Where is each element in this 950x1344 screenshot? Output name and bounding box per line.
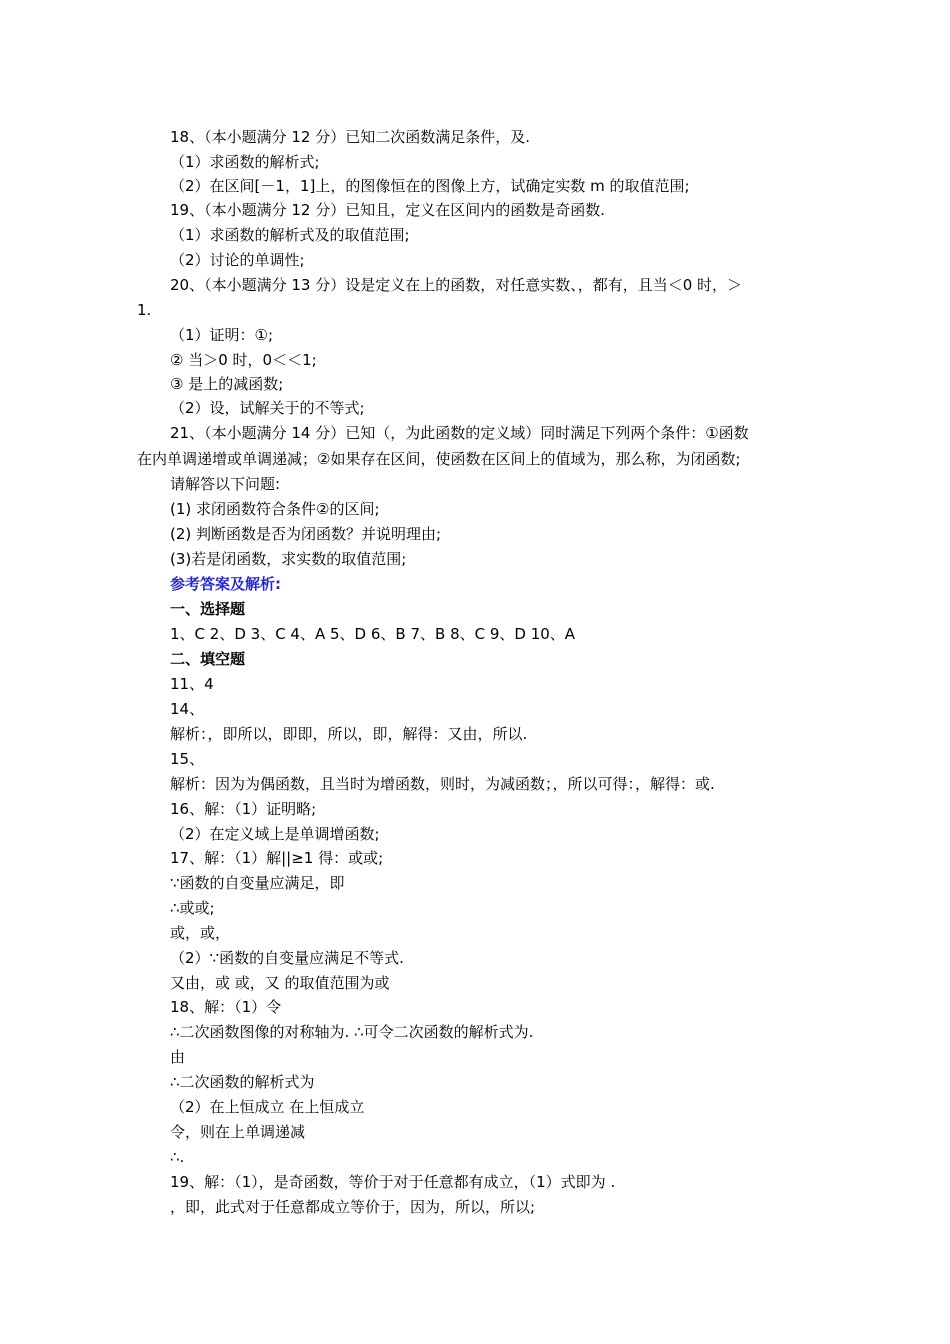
answer-17-line-3: ∴或或; (170, 899, 215, 917)
answer-11: 11、4 (170, 675, 214, 693)
problem-21-part-3: (3)若是闭函数，求实数的取值范围; (170, 550, 407, 568)
problem-20-part-1-b: ② 当＞0 时，0＜＜1; (170, 351, 317, 369)
answer-17-part-1: 17、解：（1）解||≥1 得：或或; (170, 849, 384, 867)
answer-19-line-2: ，即，此式对于任意都成立等价于，因为，所以，所以; (170, 1198, 536, 1216)
problem-21-instruction: 请解答以下问题: (170, 475, 281, 493)
answer-15: 15、 (170, 750, 205, 768)
answer-17-line-4: 或，或， (170, 924, 231, 942)
answer-18-line-7: ∴. (170, 1148, 185, 1166)
answer-17-part-2: （2）∵函数的自变量应满足不等式. (170, 949, 404, 967)
problem-20-title: 20、（本小题满分 13 分）设是定义在上的函数，对任意实数、，都有，且当＜0 时，＞ (170, 276, 743, 294)
answer-18-line-2: ∴二次函数图像的对称轴为. ∴可令二次函数的解析式为. (170, 1023, 534, 1041)
choice-answers: 1、C 2、D 3、C 4、A 5、D 6、B 7、B 8、C 9、D 10、A (170, 625, 576, 643)
answer-18-line-6: 令，则在上单调递减 (170, 1123, 306, 1141)
problem-19-title: 19、（本小题满分 12 分）已知且，定义在区间内的函数是奇函数. (170, 201, 605, 219)
problem-18-title: 18、（本小题满分 12 分）已知二次函数满足条件，及. (170, 128, 530, 146)
answer-17-line-6: 又由，或 或，又 的取值范围为或 (170, 974, 390, 992)
answer-15-analysis: 解析：因为为偶函数，且当时为增函数，则时，为减函数；，所以可得：，解得：或. (170, 775, 715, 793)
answer-14-analysis: 解析：，即所以，即即，所以，即，解得：又由，所以. (170, 725, 528, 743)
answers-heading: 参考答案及解析: (170, 575, 281, 593)
problem-20-title-cont: 1. (137, 301, 152, 319)
problem-21-part-2: (2) 判断函数是否为闭函数？并说明理由; (170, 525, 442, 543)
problem-21-part-1: (1) 求闭函数符合条件②的区间; (170, 500, 380, 518)
problem-18-part-1: （1）求函数的解析式; (170, 153, 320, 171)
section-choice-heading: 一、选择题 (170, 600, 246, 618)
answer-18-line-3: 由 (170, 1048, 186, 1066)
problem-18-part-2: （2）在区间[－1，1]上，的图像恒在的图像上方，试确定实数 m 的取值范围; (170, 177, 690, 195)
answer-18-part-2: （2）在上恒成立 在上恒成立 (170, 1098, 365, 1116)
answer-18-part-1: 18、解：（1）令 (170, 998, 282, 1016)
answer-14: 14、 (170, 700, 205, 718)
problem-20-part-1-c: ③ 是上的减函数; (170, 375, 284, 393)
answer-17-line-2: ∵函数的自变量应满足，即 (170, 874, 345, 892)
answer-16-part-2: （2）在定义域上是单调增函数; (170, 825, 380, 843)
section-fill-heading: 二、填空题 (170, 650, 246, 668)
answer-16-part-1: 16、解：（1）证明略; (170, 800, 317, 818)
problem-19-part-2: （2）讨论的单调性; (170, 251, 305, 269)
problem-19-part-1: （1）求函数的解析式及的取值范围; (170, 226, 410, 244)
problem-20-part-2: （2）设，试解关于的不等式; (170, 399, 365, 417)
answer-19-part-1: 19、解：（1），是奇函数，等价于对于任意都有成立，（1）式即为 . (170, 1173, 616, 1191)
problem-20-part-1: （1）证明：①; (170, 326, 274, 344)
answer-18-line-4: ∴二次函数的解析式为 (170, 1073, 315, 1091)
problem-21-title: 21、（本小题满分 14 分）已知（，为此函数的定义域）同时满足下列两个条件：①函数 (170, 424, 749, 442)
problem-21-title-cont: 在内单调递增或单调递减；②如果存在区间，使函数在区间上的值域为，那么称，为闭函数; (137, 450, 741, 468)
